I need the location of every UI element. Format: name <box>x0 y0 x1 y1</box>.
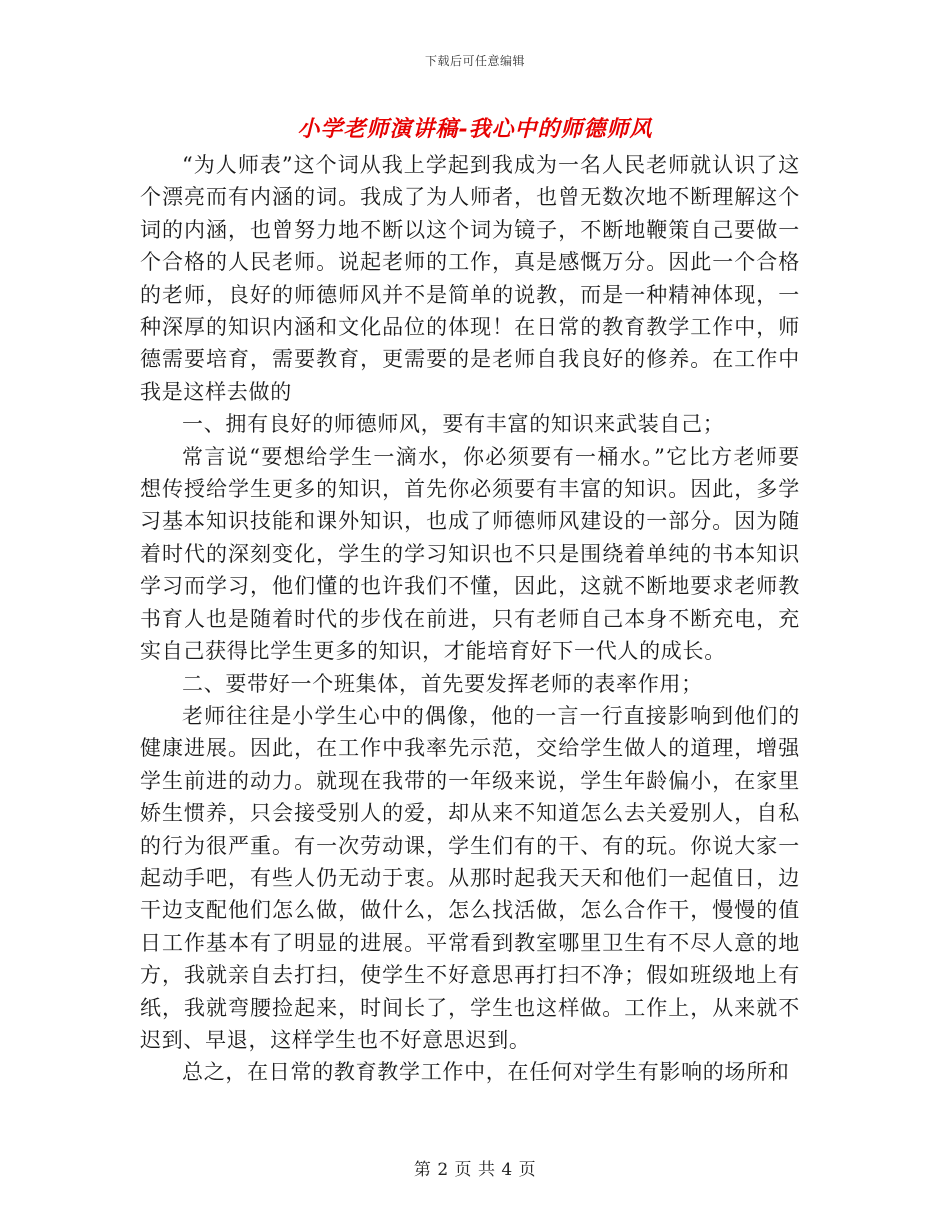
paragraph-conclusion: 总之，在日常的教育教学工作中，在任何对学生有影响的场所和 <box>182 1060 790 1085</box>
document-body <box>140 149 800 1089</box>
header-note: 下载后可任意编辑 <box>424 54 525 68</box>
paragraph-intro: “为人师表”这个词从我上学起到我成为一名人民老师就认识了这个漂亮而有内涵的词。我成了为人师者，也曾无数次地不断理解这个词的内涵，也曾努力地不断以这个词为镜子，不断地鞭策自己要做一个合格的人民老师。说起老师的工作，真是感慨万分。因此一个合格的老师，良好的师德师风并不是简单的说教，而是一种精神体现，一种深厚的知识内涵和文化品位的体现！在日常的教育教学工作中，师德需要培育，需要教育，更需要的是老师自我良好的修养。在工作中我是这样去做的 <box>140 153 800 404</box>
paragraph-knowledge: 常言说“要想给学生一滴水，你必须要有一桶水。”它比方老师要想传授给学生更多的知识，首先你必须要有丰富的知识。因此，多学习基本知识技能和课外知识，也成了师德师风建设的一部分。因为随着时代的深刻变化，学生的学习知识也不只是围绕着单纯的书本知识学习而学习，他们懂的也许我们不懂，因此，这就不断地要求老师教书育人也是随着时代的步伐在前进，只有老师自己本身不断充电，充实自己获得比学生更多的知识，才能培育好下一代人的成长。 <box>140 444 800 664</box>
section-heading-2: 二、要带好一个班集体，首先要发挥老师的表率作用； <box>182 671 703 696</box>
document-title: 小学老师演讲稿-我心中的师德师风 <box>297 116 653 142</box>
page-number: 第 2 页 共 4 页 <box>413 1160 537 1180</box>
paragraph-role-model: 老师往往是小学生心中的偶像，他的一言一行直接影响到他们的健康进展。因此，在工作中我率先示范，交给学生做人的道理，增强学生前进的动力。就现在我带的一年级来说，学生年龄偏小，在家里娇生惯养，只会接受别人的爱，却从来不知道怎么去关爱别人，自私的行为很严重。有一次劳动课，学生们有的干、有的玩。你说大家一起动手吧，有些人仍无动于衷。从那时起我天天和他们一起值日，边干边支配他们怎么做，做什么，怎么找活做，怎么合作干，慢慢的值日工作基本有了明显的进展。平常看到教室哪里卫生有不尽人意的地方，我就亲自去打扫，使学生不好意思再打扫不净；假如班级地上有纸，我就弯腰捡起来，时间长了，学生也这样做。工作上，从来就不迟到、早退，这样学生也不好意思迟到。 <box>140 703 800 1052</box>
section-heading-1: 一、拥有良好的师德师风，要有丰富的知识来武装自己； <box>182 412 725 437</box>
